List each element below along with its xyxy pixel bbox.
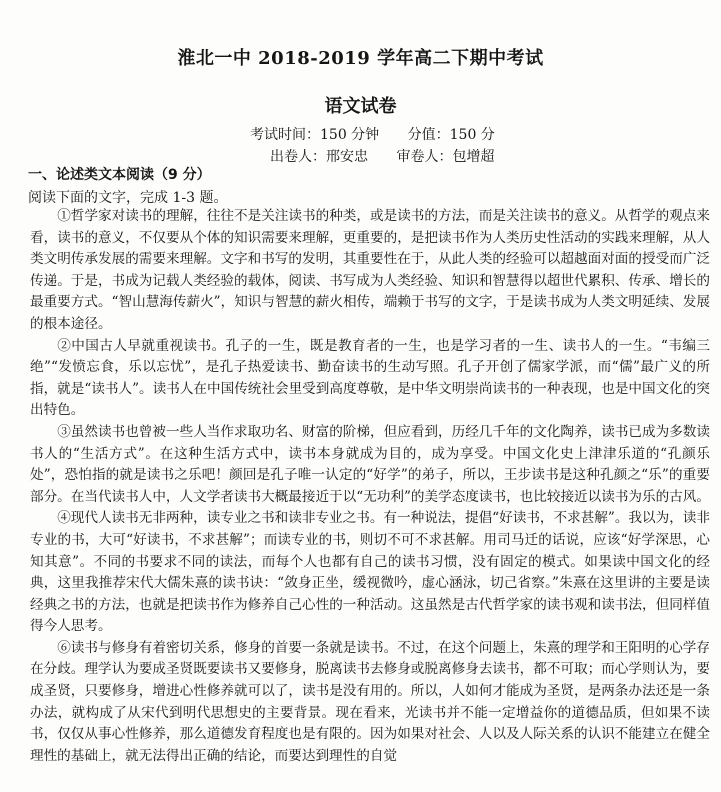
exam-reviewer: 审卷人：包增超 — [396, 149, 495, 165]
exam-author: 出卷人：邢安忠 — [270, 149, 368, 165]
paragraph-2: ②中国古人早就重视读书。孔子的一生，既是教育者的一生，也是学习者的一生、读书人的一生。“韦编三绝”“发愤忘食，乐以忘忧”，是孔子热爱读书、勤奋读书的生动写照。孔子开创了儒家学派，而“儒”最广义的所指，就是“读书人”。读书人在中国传统社会里受到高度尊敬，是中华文明崇尚读书的一种表现，也是中国文化的突出特色。 — [30, 337, 710, 419]
exam-score: 分值：150 分 — [407, 127, 495, 143]
paragraph-5: ⑥读书与修身有着密切关系，修身的首要一条就是读书。不过，在这个问题上，朱熹的理学和王阳明的心学存在分歧。理学认为要成圣贤既要读书又要修身，脱离读书去修身或脱离修身去读书，都不可取；而心学则认为，要成圣贤，只要修身，增进心性修养就可以了，读书是没有用的。所以，人如何才能成为圣贤，是两条办法还是一条办法，就构成了从宋代到明代思想史的主要背景。现在看来，光读书并不能一定增益你的道德品质，但如果不读书，仅仅从事心性修养，那么道德发育程度也是有限的。因为如果对社会、人以及人际关系的认识不能建立在健全理性的基础上，就无法得出正确的结论，而要达到理性的自觉 — [30, 639, 710, 764]
paragraph-3: ③虽然读书也曾被一些人当作求取功名、财富的阶梯，但应看到，历经几千年的文化陶养，读书已成为多数读书人的“生活方式”。在这种生活方式中，读书本身就成为目的，成为享受。中国文化史上津津乐道的“孔颜乐处”，恐怕指的就是读书之乐吧！颜回是孔子唯一认定的“好学”的弟子，所以，王步读书是这种孔颜之“乐”的重要部分。在当代读书人中，人文学者读书大概最接近于以“无功利”的美学态度读书，也比较接近以读书为乐的古风。 — [30, 423, 710, 505]
exam-time: 考试时间：150 分钟 — [250, 127, 380, 143]
exam-staff-row — [270, 146, 518, 166]
section-heading: 一、论述类文本阅读（9 分） — [28, 167, 211, 183]
reading-passage — [30, 206, 710, 767]
exam-info-row — [250, 124, 519, 144]
paragraph-4: ④现代人读书无非两种，读专业之书和读非专业之书。有一种说法，提倡“好读书，不求甚解”。我以为，读非专业的书，大可“好读书，不求甚解”；而读专业的书，则切不可不求甚解。用司马迁的话说，应该“好学深思，心知其意”。不同的书要求不同的读法，而每个人也都有自己的读书习惯，没有固定的模式。如果读中国文化的经典，这里我推荐宋代大儒朱熹的读书诀：“敛身正坐，缓视微吟，虚心涵泳，切己省察。”朱熹在这里讲的主要是读经典之书的方法，也就是把读书作为修养自己心性的一种活动。这虽然是古代哲学家的读书观和读书法，但同样值得今人思考。 — [30, 510, 710, 635]
paper-subtitle: 语文试卷 — [324, 96, 397, 117]
paragraph-1: ①哲学家对读书的理解，往往不是关注读书的种类，或是读书的方法，而是关注读书的意义。从哲学的观点来看，读书的意义，不仅要从个体的知识需要来理解，更重要的，是把读书作为人类历史性活动的实践来理解，从人类文明传承发展的需要来理解。文字和书写的发明，其重要性在于，从此人类的经验可以超越面对面的授受而广泛传递。于是，书成为记载人类经验的载体，阅读、书写成为人类经验、知识和智慧得以超世代累积、传承、增长的最重要方式。“智山慧海传薪火”，知识与智慧的薪火相传，端赖于书写的文字，于是读书成为人类文明延续、发展的根本途径。 — [30, 208, 710, 332]
exam-title: 淮北一中 2018-2019 学年高二下期中考试 — [177, 48, 544, 69]
section-instruction: 阅读下面的文字，完成 1-3 题。 — [28, 190, 228, 206]
